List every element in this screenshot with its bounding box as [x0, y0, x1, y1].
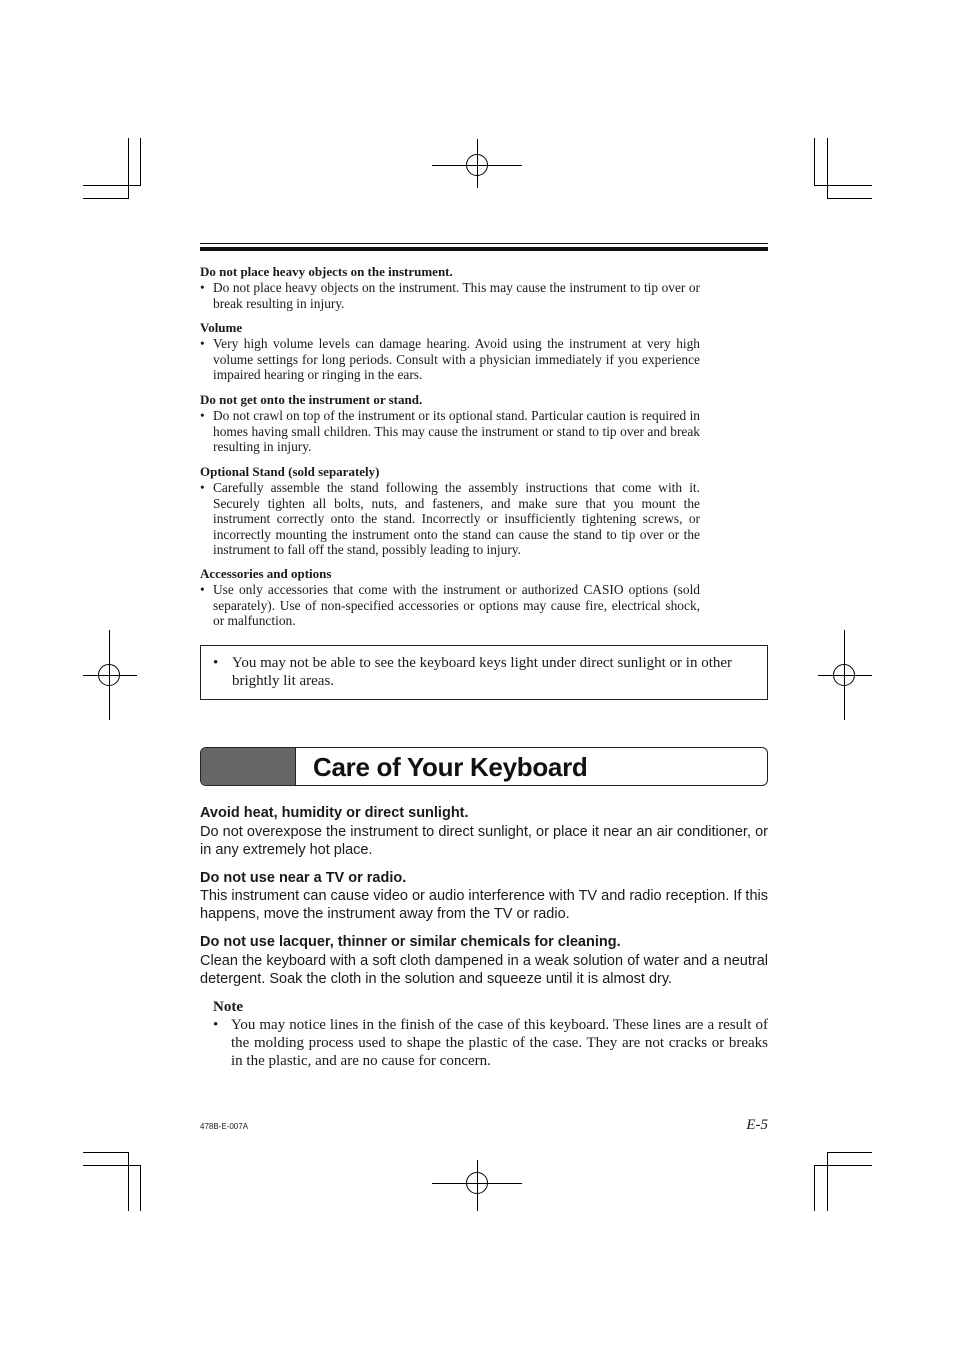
bullet: • — [200, 280, 205, 295]
page-number: E-5 — [746, 1117, 768, 1133]
bullet: • — [213, 1017, 219, 1033]
care-heading: Do not use near a TV or radio. — [200, 870, 407, 886]
warning-item — [200, 408, 700, 455]
document-code: 478B-E-007A — [200, 1122, 249, 1131]
bullet: • — [200, 480, 205, 495]
warning-title: Do not get onto the instrument or stand. — [200, 392, 423, 407]
warning-title: Accessories and options — [200, 566, 332, 581]
bullet: • — [200, 408, 205, 423]
note-item — [213, 1016, 768, 1070]
warning-text: Do not place heavy objects on the instrument. This may cause the instrument to tip over or break resulting in injury. — [213, 280, 700, 311]
boxed-note — [200, 645, 768, 700]
warning-text: Use only accessories that come with the instrument or authorized CASIO options (sold separately). Use of non-specified accessories or options may cause fire, electrical shock, or malfunction. — [213, 582, 700, 628]
warning-item — [200, 280, 700, 311]
care-body: Clean the keyboard with a soft cloth dampened in a weak solution of water and a neutral detergent. Soak the cloth in the solution and squeeze until it is almost dry. — [200, 953, 768, 987]
warning-item — [200, 582, 700, 629]
warning-item — [200, 336, 700, 383]
warning-item — [200, 480, 700, 558]
bullet: • — [213, 655, 219, 671]
bullet: • — [200, 336, 205, 351]
boxed-note-text: You may not be able to see the keyboard keys light under direct sunlight or in other brightly lit areas. — [232, 655, 733, 689]
care-body: This instrument can cause video or audio interference with TV and radio reception. If this happens, move the instrument away from the TV or radio. — [200, 888, 768, 922]
warning-text: Carefully assemble the stand following the assembly instructions that come with it. Securely tighten all bolts, nuts, and fasteners, and make sure that you mount the instrument correctly onto the stand. Incorrectly or insufficiently tightening screws, or incorrectly mounting the instrument onto the stand can cause the stand to tip over or the instrument to fall off the stand, possibly leading to injury. — [213, 480, 700, 557]
top-rule-thick — [200, 247, 768, 251]
section-title: Care of Your Keyboard — [313, 752, 588, 782]
warning-title: Volume — [200, 320, 243, 335]
warning-text: Do not crawl on top of the instrument or its optional stand. Particular caution is required in homes having small children. This may cause the instrument or stand to tip over and break resulting in injury. — [213, 408, 700, 454]
section-header — [200, 747, 768, 786]
section-header-shade — [201, 748, 296, 785]
bullet: • — [200, 582, 205, 597]
warning-title: Optional Stand (sold separately) — [200, 464, 380, 479]
care-heading: Do not use lacquer, thinner or similar chemicals for cleaning. — [200, 934, 621, 950]
warning-text: Very high volume levels can damage hearing. Avoid using the instrument at very high volume settings for long periods. Consult with a physician immediately if you experience impaired hearing or ringing in the ears. — [213, 336, 700, 382]
care-body: Do not overexpose the instrument to direct sunlight, or place it near an air conditioner, or in any extremely hot place. — [200, 824, 768, 858]
warning-title: Do not place heavy objects on the instrument. — [200, 264, 453, 279]
note-label: Note — [213, 999, 243, 1015]
note-text: You may notice lines in the finish of the case of this keyboard. These lines are a result of the molding process used to shape the plastic of the case. They are not cracks or breaks in the plastic, and are no cause for concern. — [231, 1017, 768, 1069]
care-heading: Avoid heat, humidity or direct sunlight. — [200, 805, 469, 821]
top-rule-thin — [200, 243, 768, 244]
